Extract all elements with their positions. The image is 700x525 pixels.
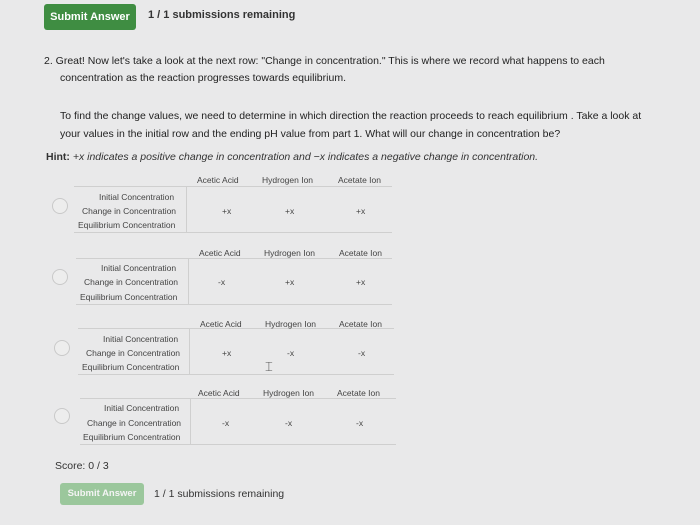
header-acetate-ion: Acetate Ion <box>337 388 381 398</box>
header-hydrogen-ion: Hydrogen Ion <box>265 319 317 329</box>
change-value: +x <box>285 206 295 216</box>
row-initial: Initial Concentration <box>99 192 175 202</box>
change-value: +x <box>222 348 232 358</box>
header-acetate-ion: Acetate Ion <box>339 319 383 329</box>
change-value: +x <box>222 206 232 216</box>
question-line-4: your values in the initial row and the ending pH value from part 1. What will our change in concentration be? <box>60 128 561 140</box>
change-value: -x <box>287 348 295 358</box>
option-1-radio[interactable] <box>52 198 68 214</box>
question-line-1: 2. Great! Now let's take a look at the next row: "Change in concentration." This is where we record what happens to each <box>44 55 605 67</box>
hint <box>46 151 538 163</box>
divider <box>80 398 396 399</box>
text-cursor-icon: ⌶ <box>265 359 273 374</box>
hint-text: +x indicates a positive change in concentration and −x indicates a negative change in concentration. <box>69 151 539 163</box>
header-acetic-acid: Acetic Acid <box>199 248 241 258</box>
row-change: Change in Concentration <box>87 418 182 428</box>
change-value: +x <box>356 206 366 216</box>
divider <box>74 186 392 187</box>
submissions-remaining: 1 / 1 submissions remaining <box>148 9 296 21</box>
header-hydrogen-ion: Hydrogen Ion <box>264 248 316 258</box>
question-line-3: To find the change values, we need to determine in which direction the reaction proceeds to reach equilibrium . Take a look at <box>60 110 642 122</box>
divider <box>78 374 394 375</box>
row-equilibrium: Equilibrium Concentration <box>83 432 181 442</box>
row-equilibrium: Equilibrium Concentration <box>82 362 180 372</box>
header-acetate-ion: Acetate Ion <box>339 248 383 258</box>
row-initial: Initial Concentration <box>104 403 180 413</box>
hint-label: Hint: <box>46 151 70 163</box>
question-line-2: concentration as the reaction progresses towards equilibrium. <box>60 72 346 84</box>
option-2-radio[interactable] <box>52 269 68 285</box>
header-acetic-acid: Acetic Acid <box>198 388 240 398</box>
header-hydrogen-ion: Hydrogen Ion <box>262 175 314 185</box>
divider <box>76 258 392 259</box>
submit-answer-button-disabled[interactable]: Submit Answer <box>60 483 144 505</box>
submit-answer-button[interactable]: Submit Answer <box>44 4 136 30</box>
submissions-remaining-bottom: 1 / 1 submissions remaining <box>154 488 285 500</box>
header-hydrogen-ion: Hydrogen Ion <box>263 388 315 398</box>
option-4-radio[interactable] <box>54 408 70 424</box>
header-acetic-acid: Acetic Acid <box>197 175 239 185</box>
change-value: -x <box>358 348 366 358</box>
header-acetate-ion: Acetate Ion <box>338 175 382 185</box>
divider <box>76 304 392 305</box>
divider <box>190 398 191 444</box>
change-value: -x <box>356 418 364 428</box>
row-initial: Initial Concentration <box>103 334 179 344</box>
row-initial: Initial Concentration <box>101 263 177 273</box>
row-change: Change in Concentration <box>82 206 177 216</box>
score: Score: 0 / 3 <box>55 460 109 472</box>
divider <box>80 444 396 445</box>
option-3-radio[interactable] <box>54 340 70 356</box>
row-change: Change in Concentration <box>86 348 181 358</box>
row-equilibrium: Equilibrium Concentration <box>78 220 176 230</box>
row-equilibrium: Equilibrium Concentration <box>80 292 178 302</box>
divider <box>74 232 392 233</box>
row-change: Change in Concentration <box>84 277 179 287</box>
change-value: +x <box>285 277 295 287</box>
change-value: -x <box>285 418 293 428</box>
divider <box>189 328 190 374</box>
divider <box>186 186 187 232</box>
change-value: -x <box>222 418 230 428</box>
header-acetic-acid: Acetic Acid <box>200 319 242 329</box>
divider <box>188 258 189 304</box>
change-value: -x <box>218 277 226 287</box>
change-value: +x <box>356 277 366 287</box>
